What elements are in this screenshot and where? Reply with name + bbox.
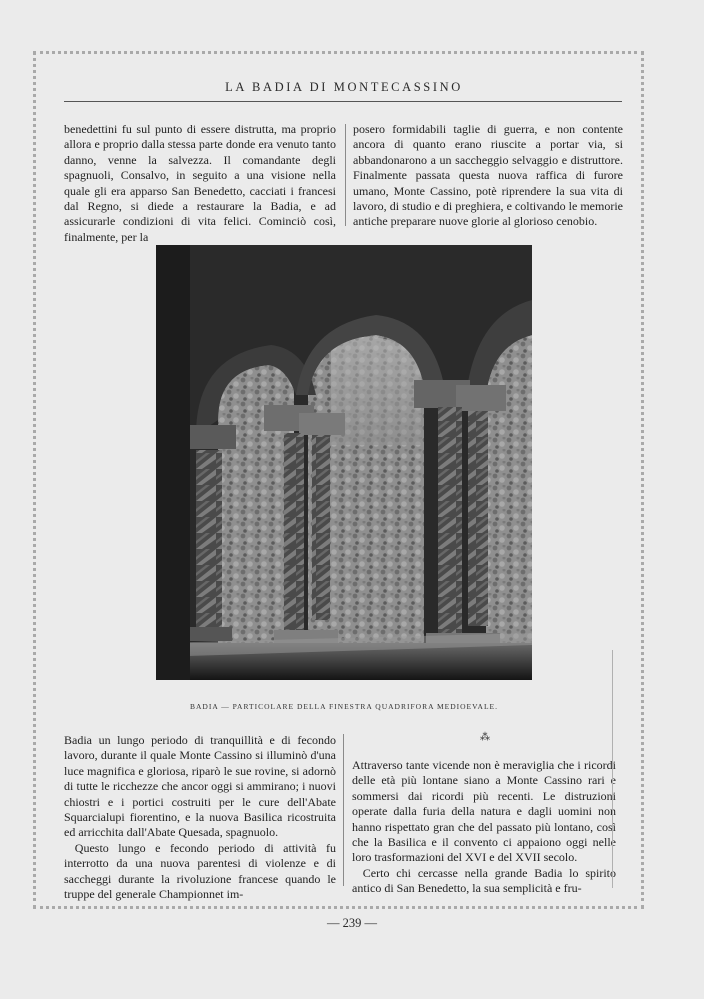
paragraph: Badia un lungo periodo di tranquillità e di fecondo lavoro, durante il quale Monte Cassino si illuminò d'una luce magnifica e gloriosa, riparò le sue rovine, si adornò di tutte le ricchezze che ancor oggi si ammirano; i nuovi chiostri e i portici costruiti per le cure dell'Abate Squarcialupi fiorentino, e la nuova Basilica ricostruita ed arricchita dall'Abate Quesada, spagnuolo. xyxy=(64,733,336,840)
header-rule xyxy=(64,101,622,102)
section-break-asterism: ⁂ xyxy=(480,732,490,743)
photo-caption: BADIA — PARTICOLARE DELLA FINESTRA QUADRIFORA MEDIOEVALE. xyxy=(189,702,499,711)
running-head: LA BADIA DI MONTECASSINO xyxy=(225,80,463,94)
text-column-top-left xyxy=(64,122,336,244)
text-column-top-right xyxy=(353,122,623,228)
column-divider xyxy=(345,124,346,226)
text-column-bottom-right xyxy=(352,758,616,896)
page-number: — 239 — xyxy=(327,916,377,930)
column-divider xyxy=(343,734,344,886)
paragraph: posero formidabili taglie di guerra, e non contente ancora di quanto erano riuscite a portar via, si abbandonarono a un saccheggio selvaggio e distruttore. Finalmente passata questa nuova raffica di furore umano, Monte Cassino, potè riprendere la sua vita di lavoro, di studio e di preghiera, e coltivando le memorie antiche preparare nuove glorie al glorioso cenobio. xyxy=(353,122,623,229)
paragraph: benedettini fu sul punto di essere distrutta, ma proprio allora e proprio dalla stessa parte donde era venuto tanto danno, venne la salvezza. Il comandante degli spagnuoli, Consalvo, in seguito a una visione nella quale gli era apparso San Benedetto, cacciati i francesi dal Regno, si diede a restaurare la Badia, e ad assicurarle condizioni di vita felici. Cominciò così, finalmente, per la xyxy=(64,122,336,244)
text-column-bottom-left xyxy=(64,733,336,902)
paragraph: Certo chi cercasse nella grande Badia lo spirito antico di San Benedetto, la sua semplicità e fru- xyxy=(352,865,616,896)
page-edge-rule xyxy=(612,650,613,888)
paragraph: Attraverso tante vicende non è meraviglia che i ricordi delle età più lontane siano a Monte Cassino rari e sommersi dai ricordi più recenti. Le distruzioni operate dalla furia della natura e dagli uomini non hanno rispettato gran che del passato più lontano, così che la Basilica e il convento ci appaiono oggi nelle loro trasformazioni del XVI e del XVII secolo. xyxy=(352,758,616,865)
paragraph: Questo lungo e fecondo periodo di attività fu interrotto da una nuova parentesi di violenze e di saccheggi durante la rivoluzione francese quando le truppe del generale Championnet im- xyxy=(64,840,336,902)
cloister-window-photograph xyxy=(156,245,532,680)
